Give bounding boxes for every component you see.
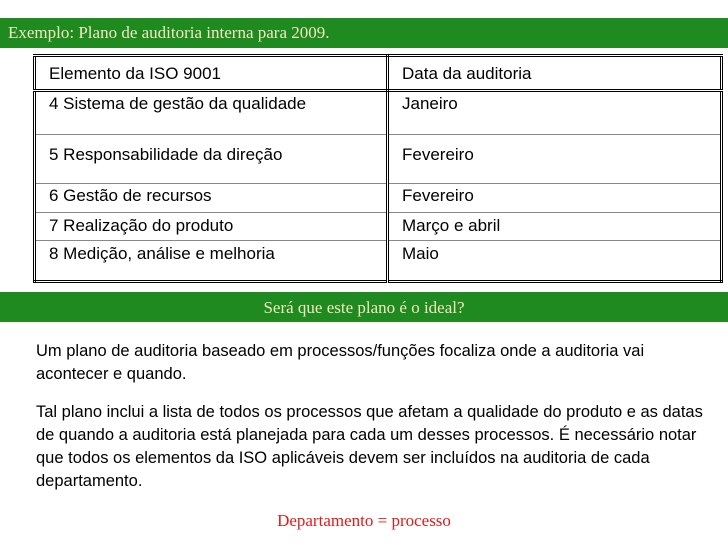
table-cell-date: Fevereiro <box>388 184 722 213</box>
table-row <box>35 213 722 241</box>
table-cell-date: Janeiro <box>388 91 722 135</box>
table-header-row <box>35 56 722 91</box>
column-header-date: Data da auditoria <box>388 56 722 91</box>
column-header-element: Elemento da ISO 9001 <box>35 56 388 91</box>
audit-plan-table <box>33 54 723 283</box>
table-cell-element: 4 Sistema de gestão da qualidade <box>35 91 388 135</box>
table-row <box>35 135 722 184</box>
question-banner <box>0 292 728 322</box>
table-cell-element: 5 Responsabilidade da direção <box>35 135 388 184</box>
page-title: Exemplo: Plano de auditoria interna para 2009. <box>8 23 330 42</box>
table-cell-date: Maio <box>402 244 439 263</box>
paragraph-process-based-plan: Um plano de auditoria baseado em processos/funções focaliza onde a auditoria vai acontecer e quando. <box>36 342 645 383</box>
table-row <box>35 241 722 282</box>
table-cell-date: Fevereiro <box>388 135 722 184</box>
table-cell-date: Março e abril <box>388 213 722 241</box>
paragraph-plan-contents: Tal plano inclui a lista de todos os processos que afetam a qualidade do produto e as datas de quando a auditoria está planejada para cada um desses processos. É necessário notar que todos os elementos da ISO aplicáveis devem ser incluídos na auditoria de cada departamento. <box>36 403 703 490</box>
table-row <box>35 91 722 135</box>
footer-note: Departamento = processo <box>277 511 451 530</box>
table-cell-element: 6 Gestão de recursos <box>35 184 388 213</box>
table-row <box>35 184 722 213</box>
table-cell-element: 7 Realização do produto <box>35 213 388 241</box>
question-text: Será que este plano é o ideal? <box>263 298 465 317</box>
table-cell-element: 8 Medição, análise e melhoria <box>35 241 388 282</box>
title-banner <box>0 18 728 48</box>
